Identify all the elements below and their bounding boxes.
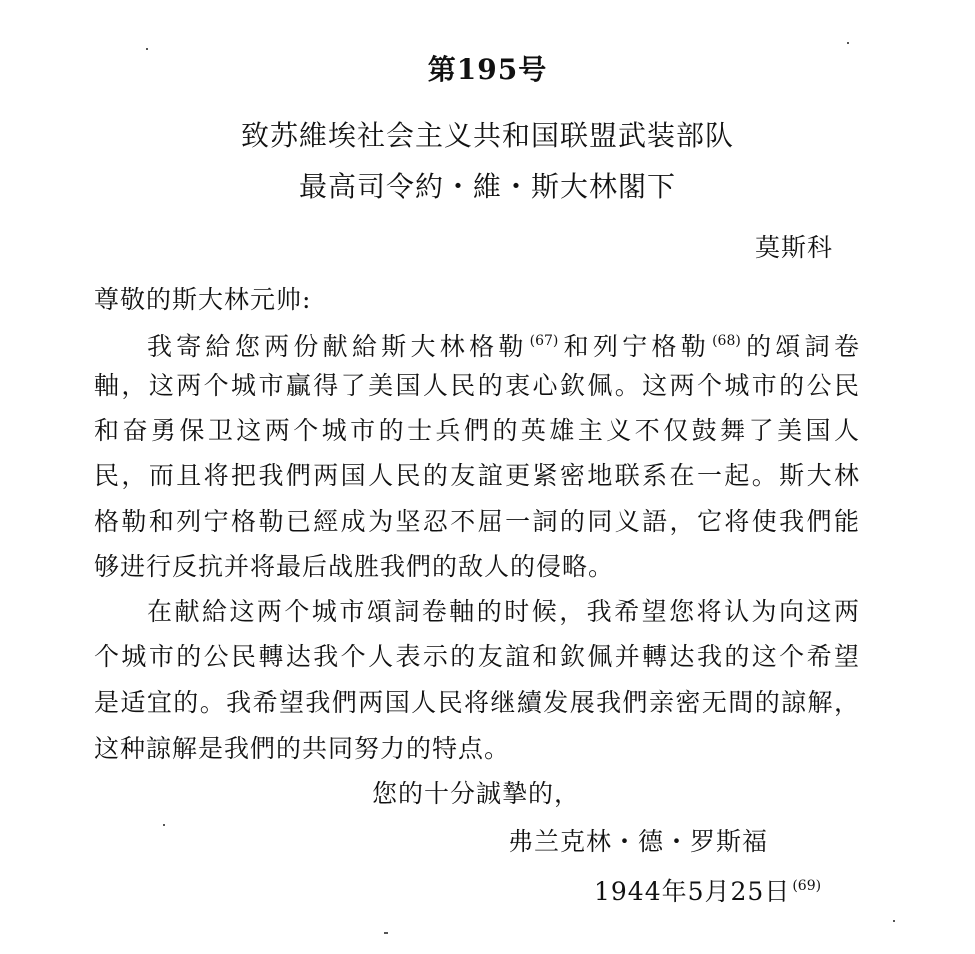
scan-speck bbox=[146, 48, 148, 50]
place-name: 莫斯科 bbox=[755, 233, 834, 262]
closing: 您的十分誠摯的， bbox=[372, 779, 581, 808]
paragraph-1-line-3: 和奋勇保卫这两个城市的士兵們的英雄主义不仅鼓舞了美国人 bbox=[94, 416, 860, 445]
paragraph-1-line-5: 格勒和列宁格勒已經成为坚忍不屈一詞的同义語，它将使我們能 bbox=[94, 507, 860, 536]
footnote-ref-69: (69) bbox=[792, 878, 822, 894]
paragraph-1-line-1 bbox=[147, 325, 860, 363]
salutation: 尊敬的斯大林元帅: bbox=[94, 285, 312, 314]
date-line bbox=[594, 870, 823, 908]
text-fragment: 的頌詞卷 bbox=[742, 332, 860, 361]
scan-speck bbox=[893, 920, 895, 922]
scan-speck bbox=[384, 932, 388, 934]
paragraph-2-line-3: 是适宜的。我希望我們两国人民将继續发展我們亲密无間的諒解， bbox=[94, 688, 860, 717]
footnote-ref-67: (67) bbox=[529, 333, 559, 349]
paragraph-2-line-2: 个城市的公民轉达我个人表示的友誼和欽佩并轉达我的这个希望 bbox=[94, 642, 860, 671]
paragraph-2-line-1: 在献給这两个城市頌詞卷軸的时候，我希望您将认为向这两 bbox=[147, 597, 860, 626]
footnote-ref-68: (68) bbox=[712, 333, 741, 349]
paragraph-1-line-6: 够进行反抗并将最后战胜我們的敌人的侵略。 bbox=[94, 552, 615, 581]
text-fragment: 我寄給您两份献給斯大林格勒 bbox=[147, 332, 528, 361]
text-fragment: 和列宁格勒 bbox=[560, 332, 711, 361]
document-number: 第195号 bbox=[427, 53, 548, 86]
paragraph-2-line-4: 这种諒解是我們的共同努力的特点。 bbox=[94, 734, 511, 763]
scan-speck bbox=[163, 824, 165, 826]
paragraph-1-line-4: 民，而且将把我們两国人民的友誼更紧密地联系在一起。斯大林 bbox=[94, 461, 860, 490]
addressee-line-2: 最高司令約・維・斯大林閣下 bbox=[298, 170, 676, 203]
signature: 弗兰克林・德・罗斯福 bbox=[508, 827, 769, 856]
date: 1944年5月25日 bbox=[594, 877, 791, 906]
scan-speck bbox=[847, 42, 849, 44]
addressee-line-1: 致苏維埃社会主义共和国联盟武装部队 bbox=[240, 119, 734, 152]
paragraph-1-line-2: 軸，这两个城市贏得了美国人民的衷心欽佩。这两个城市的公民 bbox=[94, 371, 860, 400]
